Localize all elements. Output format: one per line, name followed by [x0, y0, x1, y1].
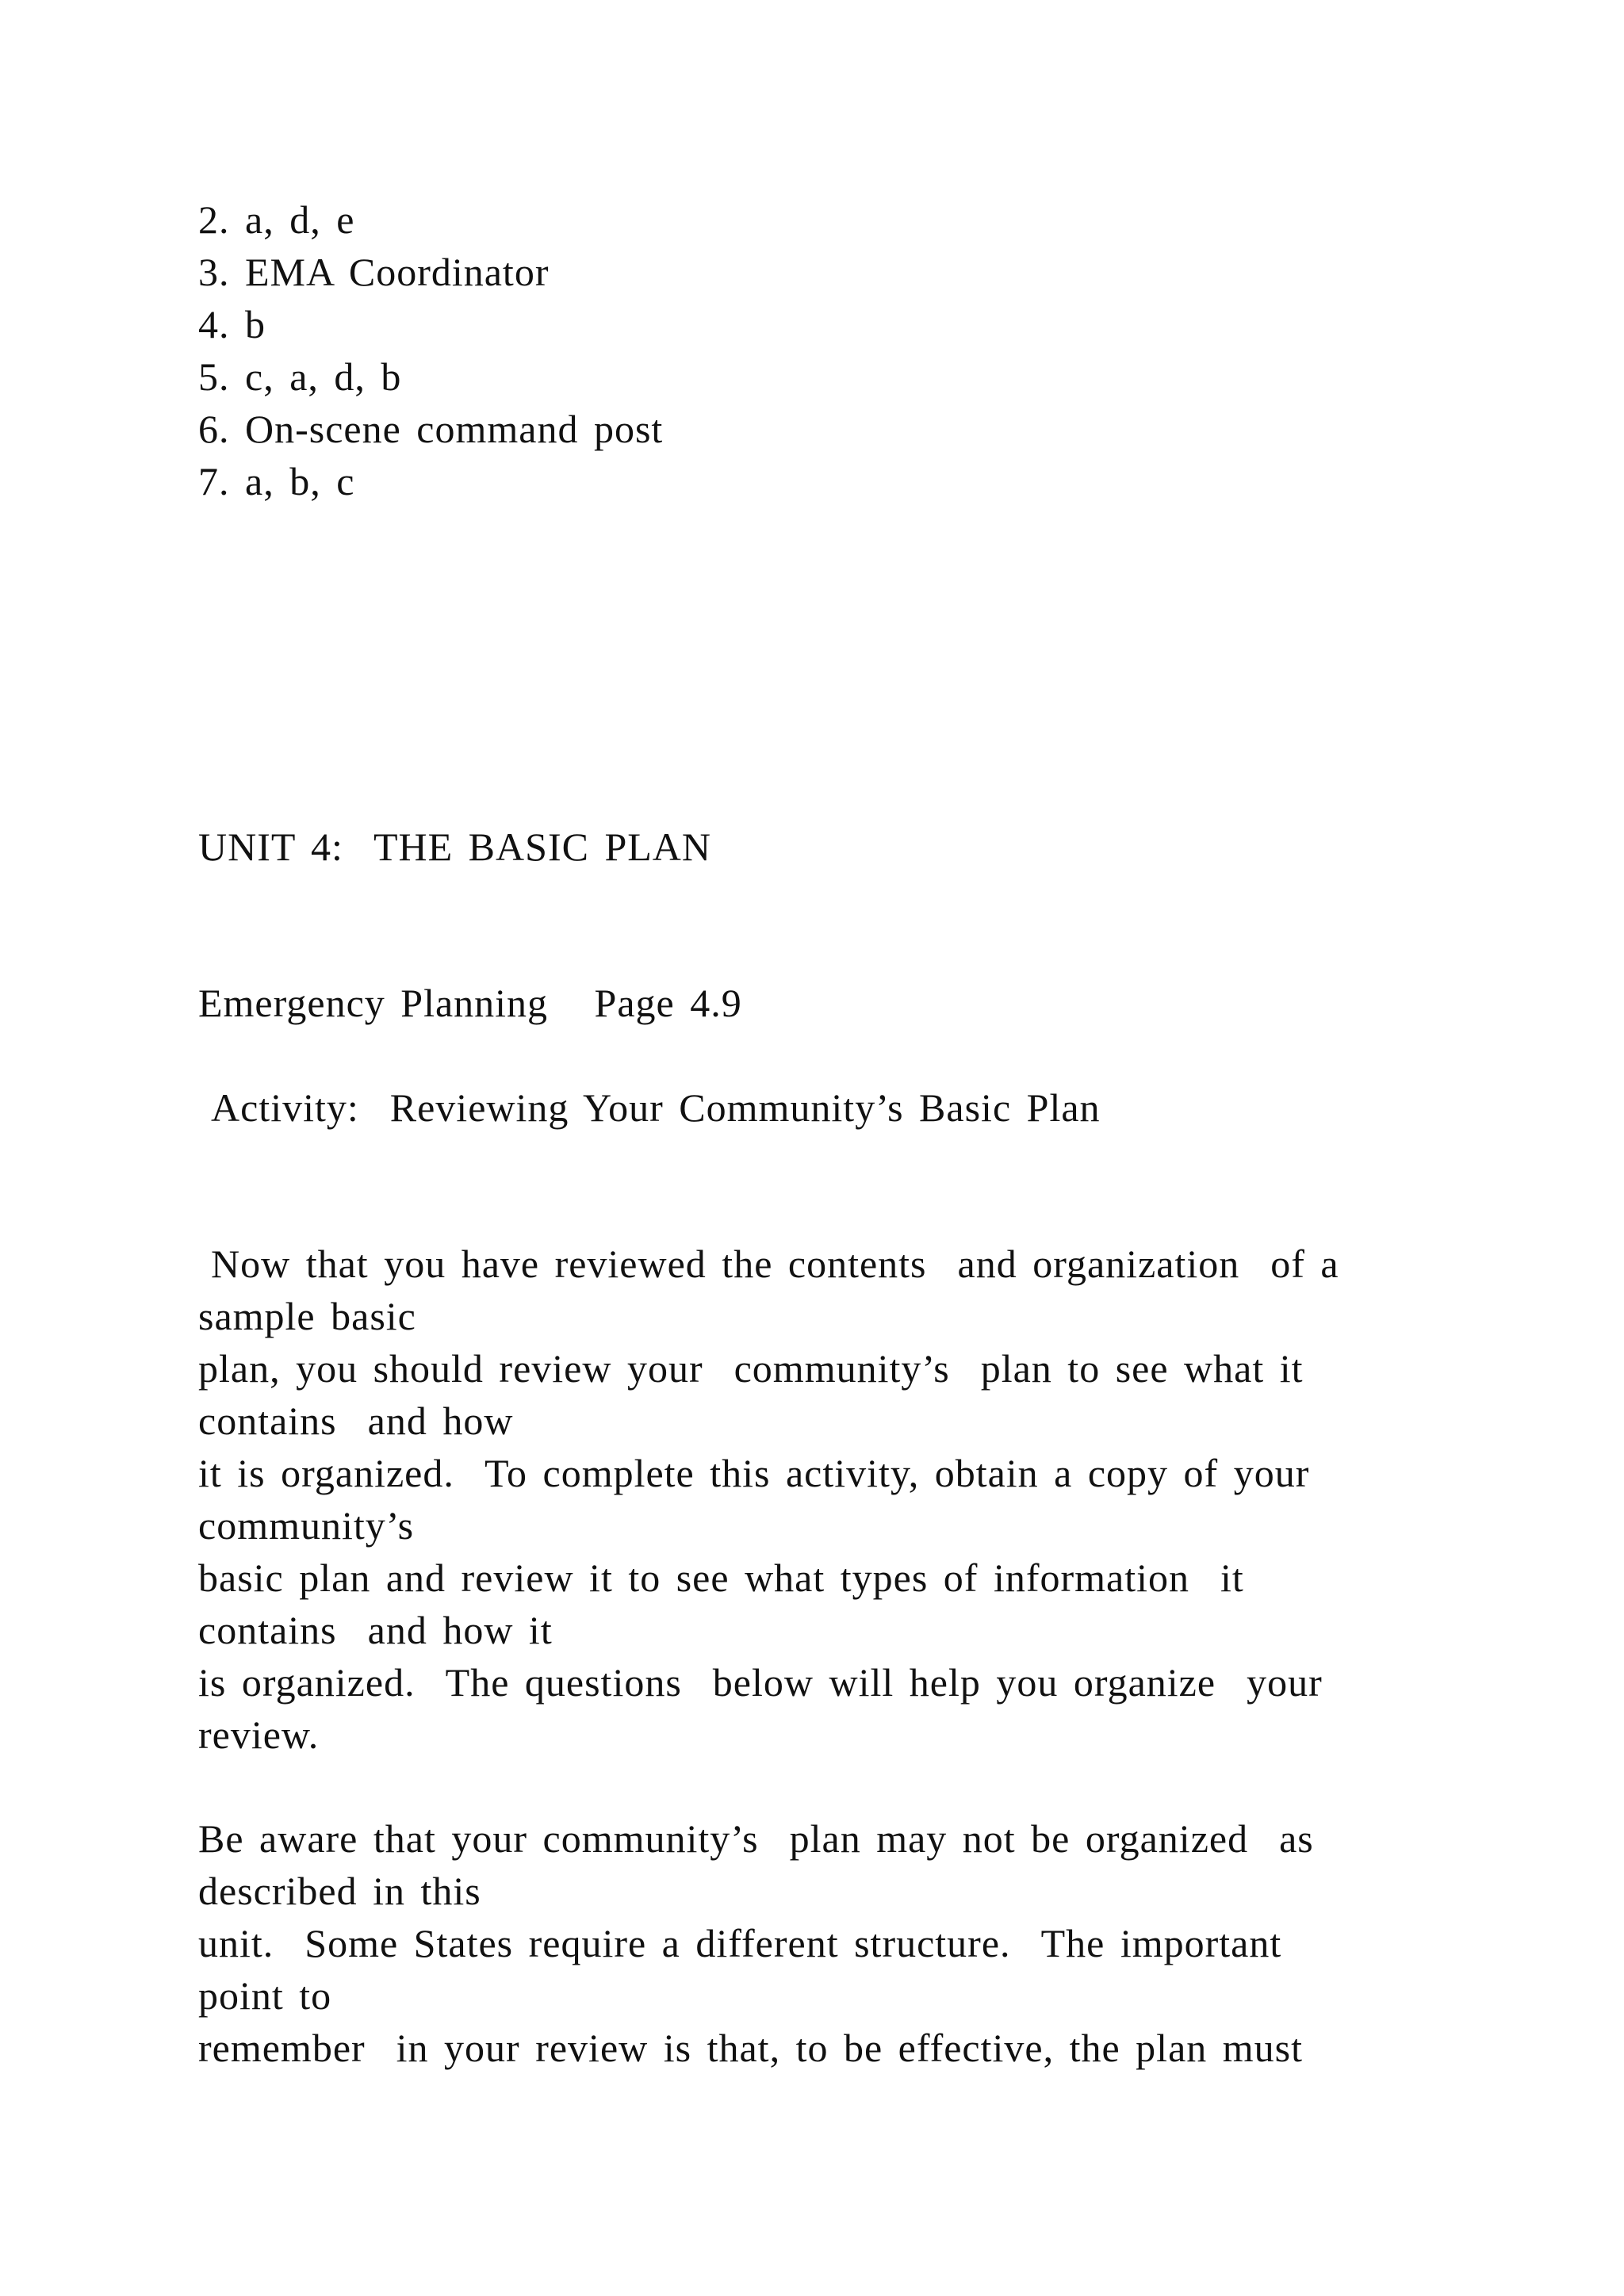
- page-label: Emergency Planning Page 4.9: [198, 981, 742, 1025]
- activity-title: Activity: Reviewing Your Community’s Basic Plan: [211, 1085, 1101, 1130]
- paragraph-line: remember in your review is that, to be effective, the plan must: [198, 2026, 1304, 2070]
- answer-item: 3. EMA Coordinator: [198, 250, 550, 294]
- paragraph-line: community’s: [198, 1503, 415, 1548]
- paragraph-line: is organized. The questions below will help you organize your: [198, 1660, 1323, 1705]
- paragraph-line: sample basic: [198, 1294, 416, 1338]
- answer-item: 4. b: [198, 302, 266, 346]
- answer-item: 7. a, b, c: [198, 459, 355, 503]
- paragraph-line: basic plan and review it to see what types of information it: [198, 1556, 1244, 1600]
- paragraph-line: contains and how: [198, 1399, 514, 1443]
- paragraph-line: described in this: [198, 1869, 481, 1913]
- paragraph-line: Be aware that your community’s plan may not be organized as: [198, 1816, 1314, 1861]
- paragraph-line: unit. Some States require a different structure. The important: [198, 1921, 1282, 1965]
- unit-heading: UNIT 4: THE BASIC PLAN: [198, 825, 712, 869]
- paragraph-line: contains and how it: [198, 1608, 553, 1652]
- paragraph-line: it is organized. To complete this activity, obtain a copy of your: [198, 1451, 1310, 1495]
- paragraph-line: review.: [198, 1712, 320, 1757]
- answer-item: 2. a, d, e: [198, 197, 355, 242]
- paragraph-line: point to: [198, 1973, 332, 2018]
- paragraph-line: Now that you have reviewed the contents and organization of a: [211, 1242, 1339, 1286]
- paragraph-line: plan, you should review your community’s plan to see what it: [198, 1346, 1304, 1391]
- answer-item: 5. c, a, d, b: [198, 354, 402, 399]
- answer-item: 6. On-scene command post: [198, 407, 664, 451]
